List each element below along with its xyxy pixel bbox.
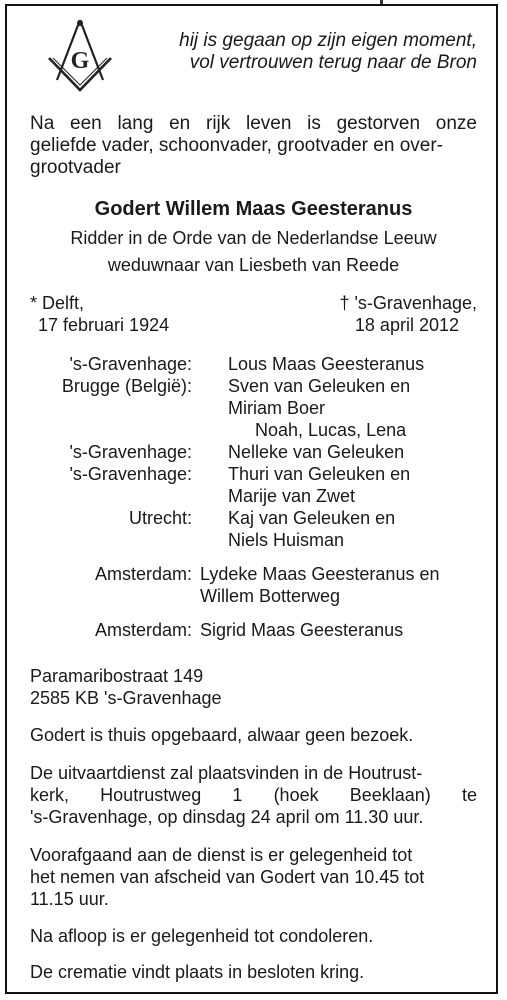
emblem-letter: G [70,48,90,74]
deceased-title: Ridder in de Orde van de Nederlandse Leeuw [70,228,437,248]
relative-place: Amsterdam: [94,620,192,640]
relative-name: Lydeke Maas Geesteranus en [200,564,440,584]
relative-place: Brugge (België): [61,376,192,396]
death-place-text: 's-Gravenhage, [354,293,477,313]
relative-place: Amsterdam: [94,564,192,584]
intro-line-1: Na een lang en rijk leven is gestorven onze [30,113,477,134]
compass-square-icon [35,18,125,98]
notice-crematie: De crematie vindt plaats in besloten kring. [30,962,365,982]
word: (hoek [273,785,319,805]
quote-line-2: vol vertrouwen terug naar de Bron [189,52,477,73]
deceased-name: Godert Willem Maas Geesteranus [94,198,413,220]
word: 1 [232,785,243,805]
birth-date: 17 februari 1924 [38,315,170,335]
relative-name: Marije van Zwet [228,486,356,506]
relative-name: Nelleke van Geleuken [228,442,405,462]
relative-name: Willem Botterweg [200,586,341,606]
notice-dienst-line-3: 's-Gravenhage, op dinsdag 24 april om 11.30 uur. [30,807,424,827]
quote-line-1: hij is gegaan op zijn eigen moment, [179,30,477,51]
relative-place: 's-Gravenhage: [69,464,192,484]
death-place [339,293,477,314]
notice-afscheid-line-1: Voorafgaand aan de dienst is er gelegenheid tot [30,845,413,865]
notice-opgebaard: Godert is thuis opgebaard, alwaar geen bezoek. [30,725,414,745]
notice-afscheid-line-2: het nemen van afscheid van Godert van 10.45 tot [30,867,425,887]
relative-name: Kaj van Geleuken en [228,508,396,528]
relative-name: Miriam Boer [228,398,326,418]
intro-line-2: geliefde vader, schoonvader, grootvader en over- [30,135,443,156]
relative-name: Thuri van Geleuken en [228,464,411,484]
address-line-2: 2585 KB 's-Gravenhage [30,688,222,708]
birth-symbol: * [30,293,38,313]
relative-name: Niels Huisman [228,530,345,550]
relative-place: Utrecht: [128,508,192,528]
notice-dienst-line-1: De uitvaartdienst zal plaatsvinden in de Houtrust- [30,763,423,783]
relative-name: Sven van Geleuken en [228,376,411,396]
address-line-1: Paramaribostraat 149 [30,666,204,686]
birth-place-text: Delft, [42,293,85,313]
notice-dienst-line-2 [30,785,477,806]
relative-place: 's-Gravenhage: [69,442,192,462]
notice-afscheid-line-3: 11.15 uur. [30,889,109,909]
relative-place: 's-Gravenhage: [69,354,192,374]
relative-name: Sigrid Maas Geesteranus [200,620,404,640]
relative-name: Noah, Lucas, Lena [255,420,407,440]
word: kerk, [30,785,70,805]
cross-icon: † [339,293,350,313]
death-date: 18 april 2012 [354,315,459,335]
notice-condoleren: Na afloop is er gelegenheid tot condoleren. [30,926,374,946]
intro-line-3: grootvader [30,157,121,178]
word: Beeklaan) [349,785,431,805]
word: Houtrustweg [100,785,202,805]
word: te [461,785,477,805]
relative-name: Lous Maas Geesteranus [228,354,425,374]
deceased-widower: weduwnaar van Liesbeth van Reede [107,255,400,275]
birth-place [30,293,84,314]
